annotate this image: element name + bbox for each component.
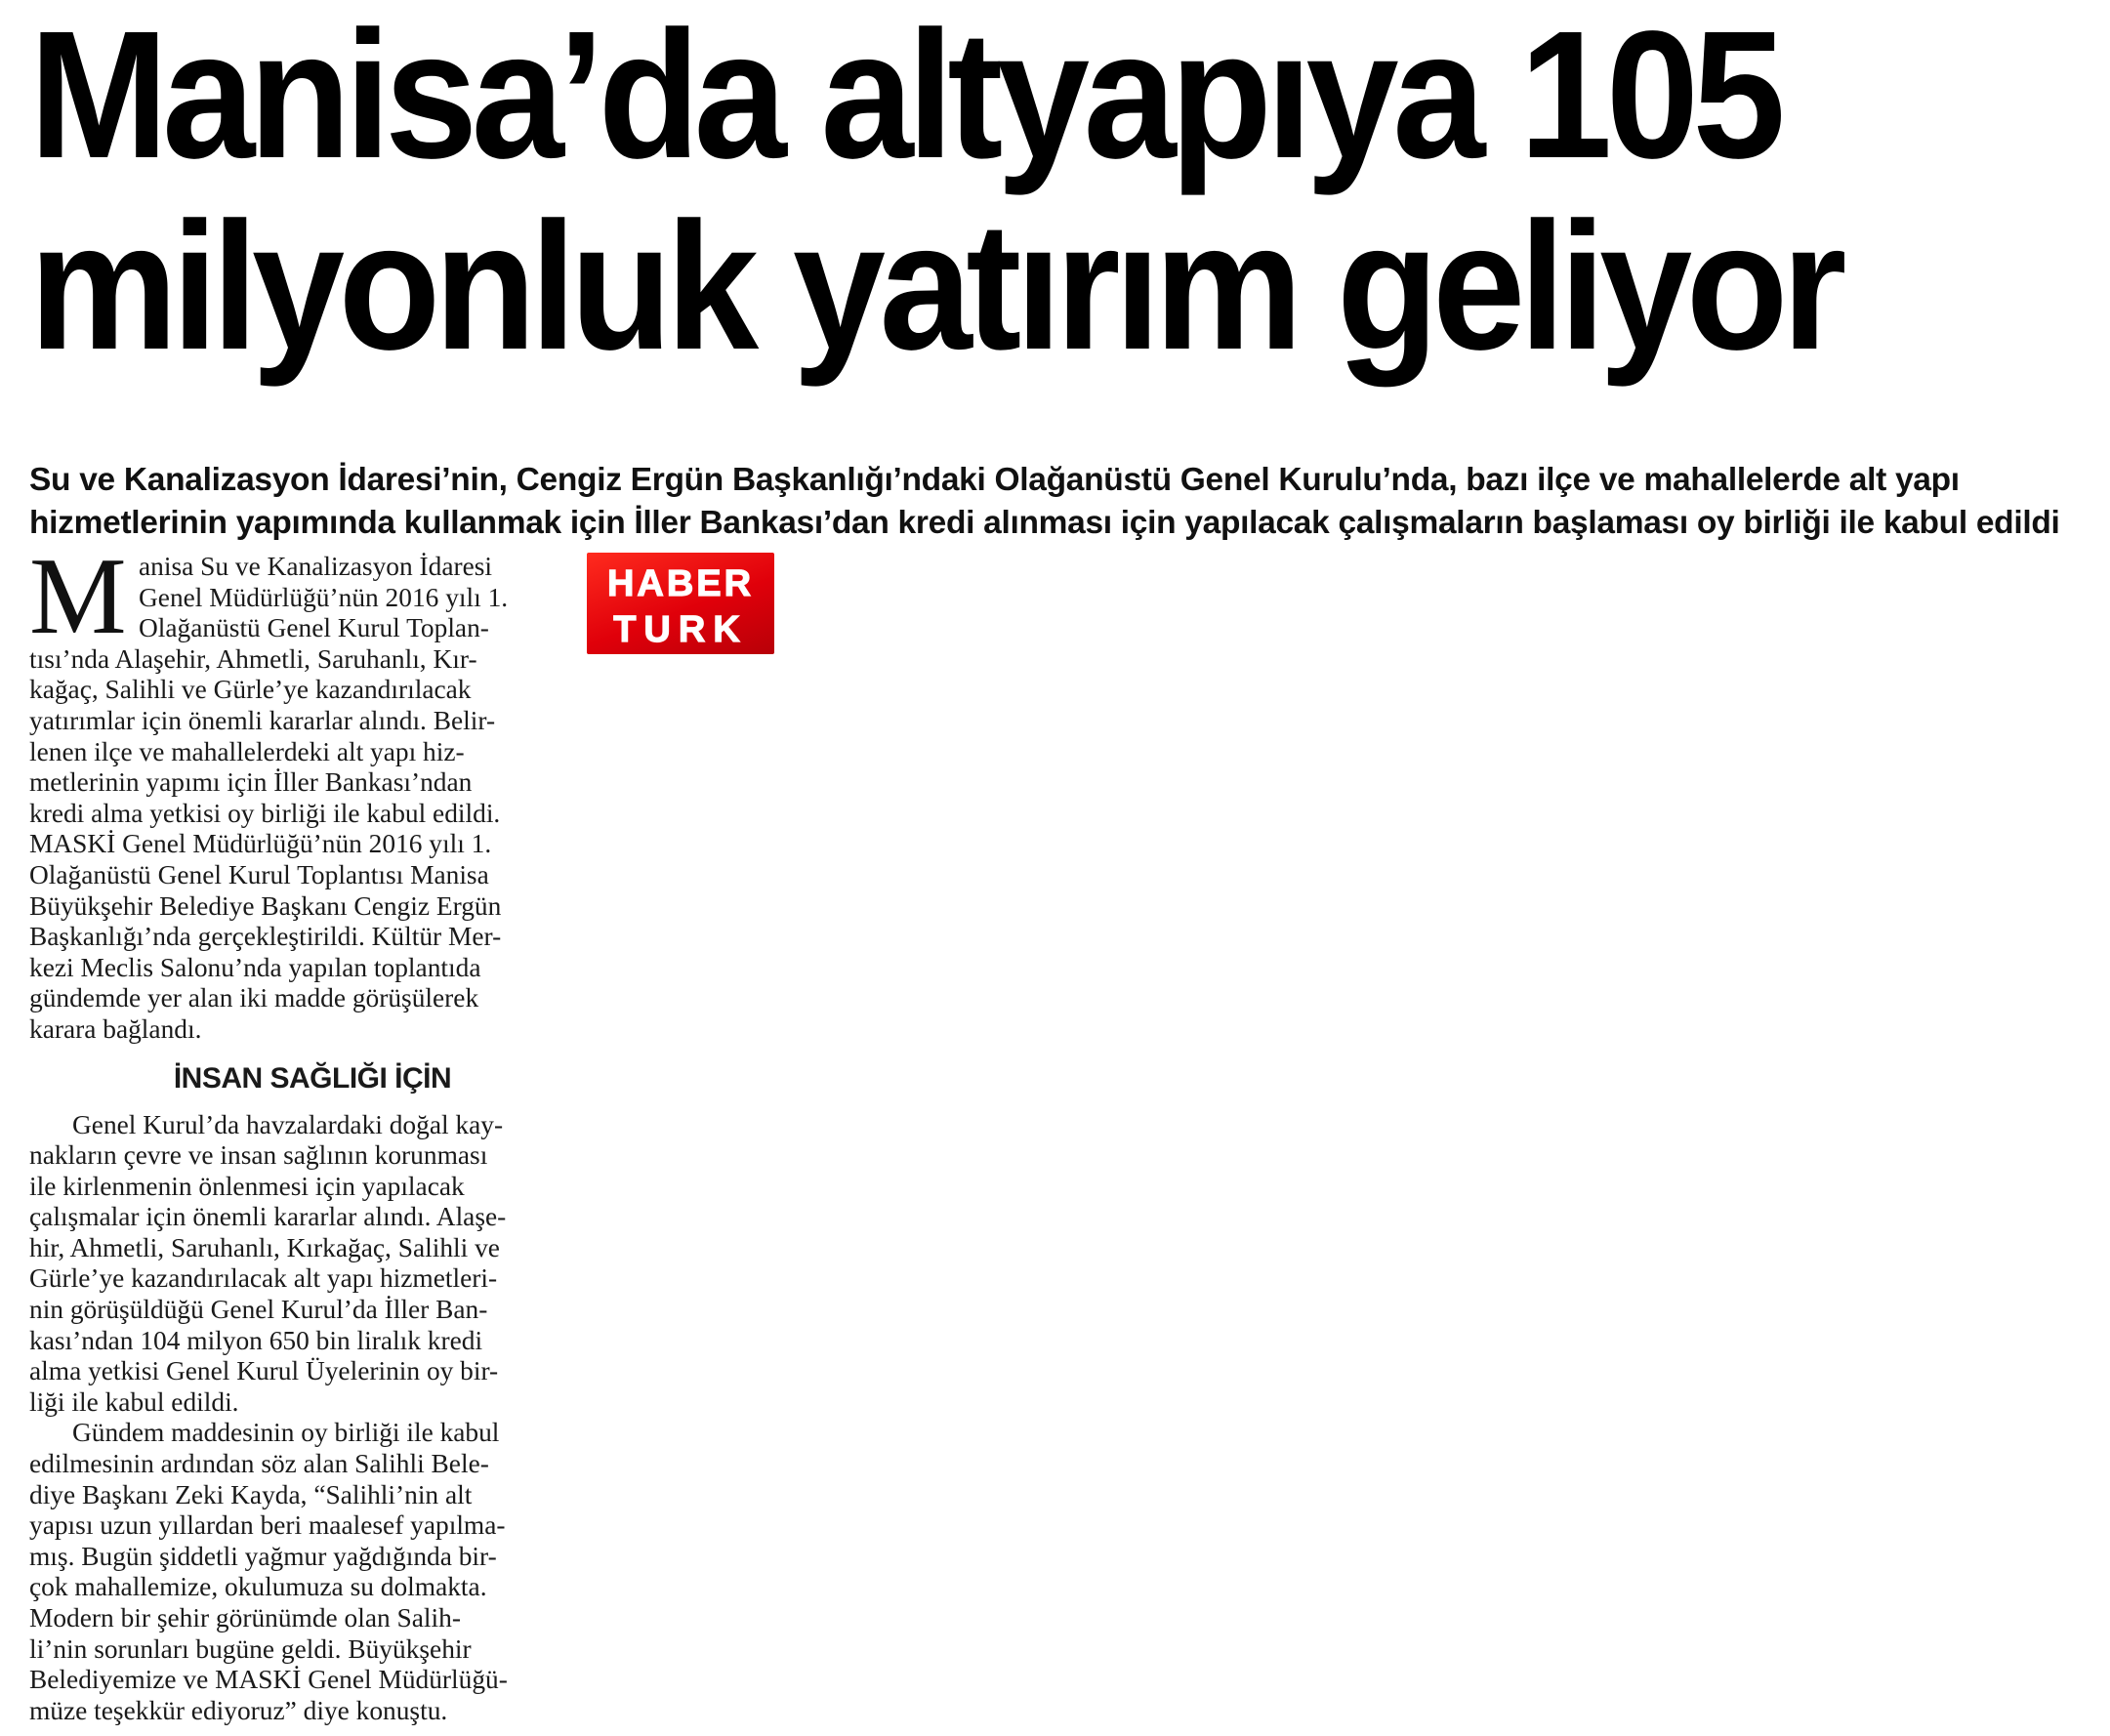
body-line: müze teşekkür ediyoruz” diye konuştu.	[29, 1695, 448, 1725]
headline-line-1: Manisa’da altyapıya 105	[29, 0, 1780, 196]
body-line: liği ile kabul edildi.	[29, 1386, 239, 1417]
body-line: nin görüşüldüğü Genel Kurul’da İller Ban-	[29, 1295, 488, 1325]
headline	[29, 0, 1924, 388]
body-line: Gürle’ye kazandırılacak alt yapı hizmetleri-	[29, 1263, 498, 1294]
body-line: hir, Ahmetli, Saruhanlı, Kırkağaç, Salihli ve	[29, 1232, 500, 1262]
body-line: Büyükşehir Belediye Başkanı Cengiz Ergün	[29, 890, 502, 921]
body-line: karara bağlandı.	[29, 1013, 202, 1044]
deck-summary	[29, 459, 2089, 545]
haberturk-logo	[587, 553, 774, 654]
body-line: ile kirlenmenin önlenmesi için yapılacak	[29, 1171, 465, 1201]
body-line: metlerinin yapımı için İller Bankası’ndan	[29, 767, 473, 798]
body-line: çok mahallemize, okulumuza su dolmakta.	[29, 1572, 487, 1602]
body-line: Genel Kurul’da havzalardaki doğal kay-	[72, 1109, 504, 1139]
article-column	[29, 536, 596, 1726]
body-line: Gündem maddesinin oy birliği ile kabul	[72, 1418, 500, 1448]
body-line: kezi Meclis Salonu’nda yapılan toplantıda	[29, 952, 481, 982]
drop-cap: M	[29, 536, 127, 657]
body-line: kredi alma yetkisi oy birliği ile kabul edildi.	[29, 798, 501, 828]
body-line: kası’ndan 104 milyon 650 bin liralık kredi	[29, 1325, 483, 1355]
body-line: tısı’nda Alaşehir, Ahmetli, Saruhanlı, Kır-	[29, 643, 477, 674]
logo-word-haber: HABER	[606, 563, 755, 604]
body-line: gündemde yer alan iki madde görüşülerek	[29, 983, 479, 1013]
body-line: Başkanlığı’nda gerçekleştirildi. Kültür Mer-	[29, 922, 502, 952]
body-line: MASKİ Genel Müdürlüğü’nün 2016 yılı 1.	[29, 829, 492, 859]
body-line: diye Başkanı Zeki Kayda, “Salihli’nin alt	[29, 1479, 473, 1509]
body-line: mış. Bugün şiddetli yağmur yağdığında bir-	[29, 1541, 497, 1571]
subheading: İNSAN SAĞLIĞI İÇİN	[173, 1061, 452, 1095]
body-line: kağaç, Salihli ve Gürle’ye kazandırılacak	[29, 675, 472, 705]
body-line: Olağanüstü Genel Kurul Toplantısı Manisa	[29, 859, 489, 889]
body-line: alma yetkisi Genel Kurul Üyelerinin oy bir-	[29, 1356, 499, 1386]
lead-line: Genel Müdürlüğü’nün 2016 yılı 1.	[139, 582, 509, 612]
body-line: yapısı uzun yıllardan beri maalesef yapılma-	[29, 1510, 506, 1541]
body-line: yatırımlar için önemli kararlar alındı. Belir-	[29, 705, 496, 735]
lead-line: Olağanüstü Genel Kurul Toplan-	[139, 613, 489, 643]
body-line: Belediyemize ve MASKİ Genel Müdürlüğü-	[29, 1665, 508, 1695]
body-line: çalışmalar için önemli kararlar alındı. Alaşe-	[29, 1202, 507, 1232]
body-line: nakların çevre ve insan sağlının korunması	[29, 1140, 488, 1171]
body-line: Modern bir şehir görünümde olan Salih-	[29, 1603, 461, 1633]
deck-line-1: Su ve Kanalizasyon İdaresi’nin, Cengiz Ergün Başkanlığı’ndaki Olağanüstü Genel Kurulu’nda, bazı ilçe ve mahallelerde alt yapı	[29, 462, 1960, 498]
body-line: lenen ilçe ve mahallelerdeki alt yapı hiz-	[29, 736, 465, 766]
logo-word-turk: TURK	[613, 609, 748, 650]
deck-line-2: hizmetlerinin yapımında kullanmak için İller Bankası’dan kredi alınması için yapılacak çalışmaların başlaması oy birliği ile kabul edildi	[29, 505, 2060, 541]
body-line: edilmesinin ardından söz alan Salihli Bele-	[29, 1449, 489, 1479]
lead-line: anisa Su ve Kanalizasyon İdaresi	[139, 552, 493, 581]
headline-line-2: milyonluk yatırım geliyor	[29, 186, 1841, 388]
haberturk-logo-text	[587, 553, 774, 654]
body-line: li’nin sorunları bugüne geldi. Büyükşehir	[29, 1633, 472, 1664]
